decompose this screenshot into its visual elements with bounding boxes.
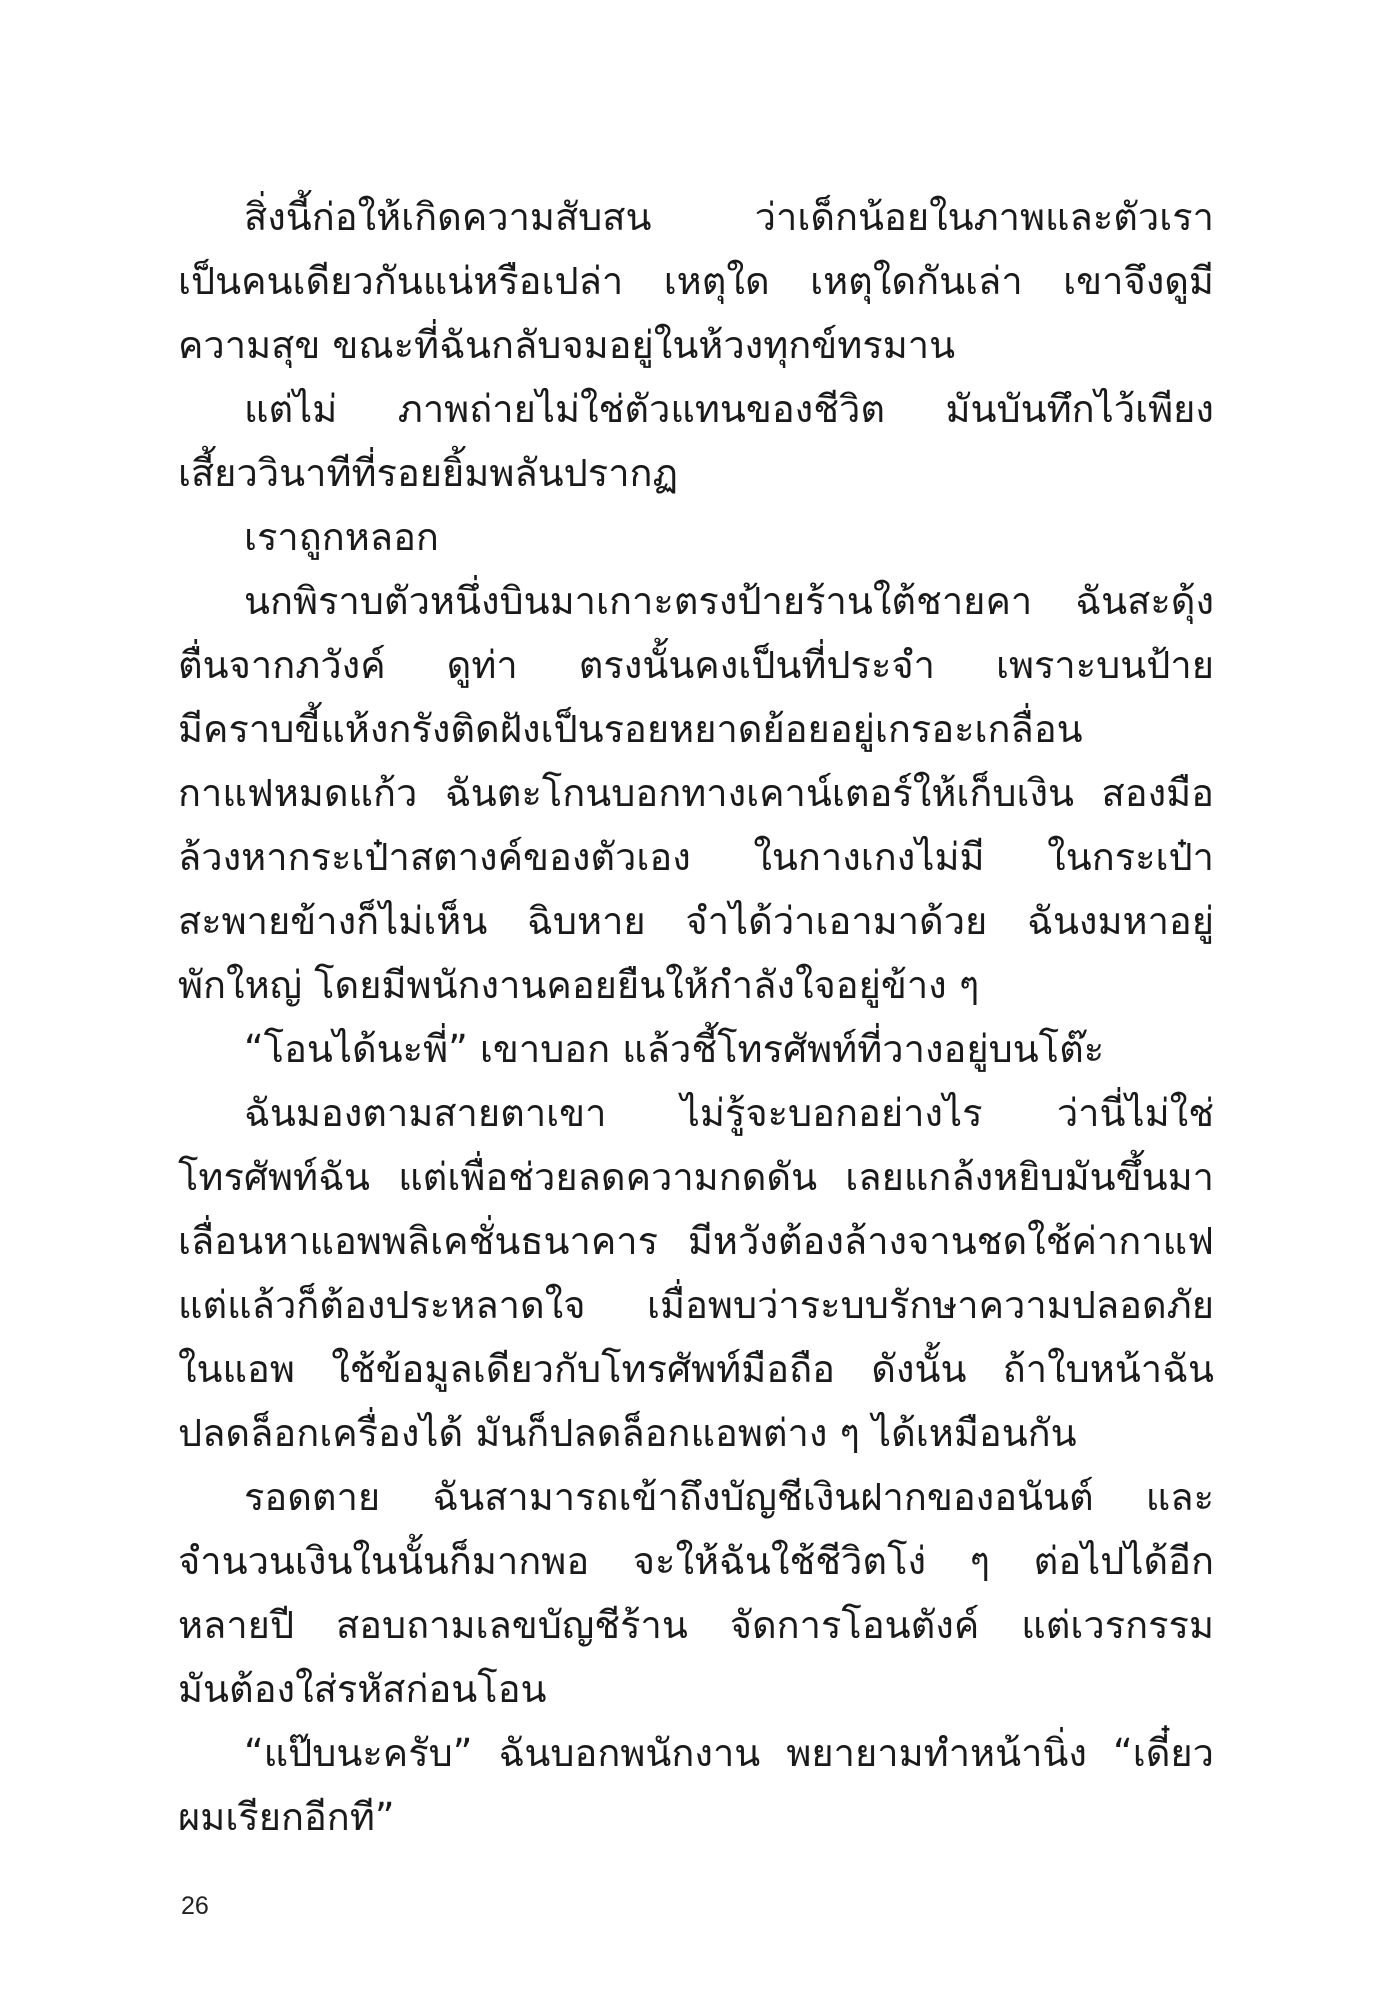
page-number: 26 [181,1892,209,1920]
text-line: ตื่นจากภวังค์ ดูท่า ตรงนั้นคงเป็นที่ประจำ เพราะบนป้าย [178,643,1214,687]
text-line: กาแฟหมดแก้ว ฉันตะโกนบอกทางเคาน์เตอร์ให้เก็บเงิน สองมือ [178,771,1214,815]
text-line: พักใหญ่ โดยมีพนักงานคอยยืนให้กำลังใจอยู่ข้าง ๆ [178,963,980,1007]
text-line: รอดตาย ฉันสามารถเข้าถึงบัญชีเงินฝากของอนันต์ และ [244,1475,1214,1519]
text-line: มีคราบขี้แห้งกรังติดฝังเป็นรอยหยาดย้อยอยู่เกรอะเกลื่อน [178,707,1083,751]
text-line: เลื่อนหาแอพพลิเคชั่นธนาคาร มีหวังต้องล้างจานชดใช้ค่ากาแฟ [178,1219,1214,1263]
text-line: จำนวนเงินในนั้นก็มากพอ จะให้ฉันใช้ชีวิตโง่ ๆ ต่อไปได้อีก [178,1539,1214,1583]
text-line: ปลดล็อกเครื่องได้ มันก็ปลดล็อกแอพต่าง ๆ ได้เหมือนกัน [178,1411,1077,1455]
text-line: เสี้ยววินาทีที่รอยยิ้มพลันปรากฏ [178,451,679,495]
text-line: ผมเรียกอีกที” [178,1795,395,1839]
text-line: “แป๊บนะครับ” ฉันบอกพนักงาน พยายามทำหน้านิ่ง “เดี๋ยว [244,1731,1214,1775]
text-line: นกพิราบตัวหนึ่งบินมาเกาะตรงป้ายร้านใต้ชายคา ฉันสะดุ้ง [244,579,1214,623]
text-line: ล้วงหากระเป๋าสตางค์ของตัวเอง ในกางเกงไม่มี ในกระเป๋า [178,835,1214,879]
text-line: หลายปี สอบถามเลขบัญชีร้าน จัดการโอนตังค์ แต่เวรกรรม [178,1603,1214,1647]
text-line: เป็นคนเดียวกันแน่หรือเปล่า เหตุใด เหตุใดกันเล่า เขาจึงดูมี [178,259,1214,303]
text-line: ฉันมองตามสายตาเขา ไม่รู้จะบอกอย่างไร ว่านี่ไม่ใช่ [244,1091,1214,1135]
text-line: เราถูกหลอก [244,515,439,559]
text-line: แต่แล้วก็ต้องประหลาดใจ เมื่อพบว่าระบบรักษาความปลอดภัย [178,1283,1214,1327]
text-line: โทรศัพท์ฉัน แต่เพื่อช่วยลดความกดดัน เลยแกล้งหยิบมันขึ้นมา [178,1155,1214,1199]
text-line: แต่ไม่ ภาพถ่ายไม่ใช่ตัวแทนของชีวิต มันบันทึกไว้เพียง [244,387,1214,431]
text-line: สะพายข้างก็ไม่เห็น ฉิบหาย จำได้ว่าเอามาด้วย ฉันงมหาอยู่ [178,899,1214,943]
text-line: สิ่งนี้ก่อให้เกิดความสับสน ว่าเด็กน้อยในภาพและตัวเรา [244,195,1214,239]
text-line: ความสุข ขณะที่ฉันกลับจมอยู่ในห้วงทุกข์ทรมาน [178,323,956,367]
text-line: ในแอพ ใช้ข้อมูลเดียวกับโทรศัพท์มือถือ ดังนั้น ถ้าใบหน้าฉัน [178,1347,1214,1391]
text-line: มันต้องใส่รหัสก่อนโอน [178,1667,547,1711]
body-text [178,185,1214,1849]
text-line: “โอนได้นะพี่” เขาบอก แล้วชี้โทรศัพท์ที่วางอยู่บนโต๊ะ [244,1027,1105,1071]
